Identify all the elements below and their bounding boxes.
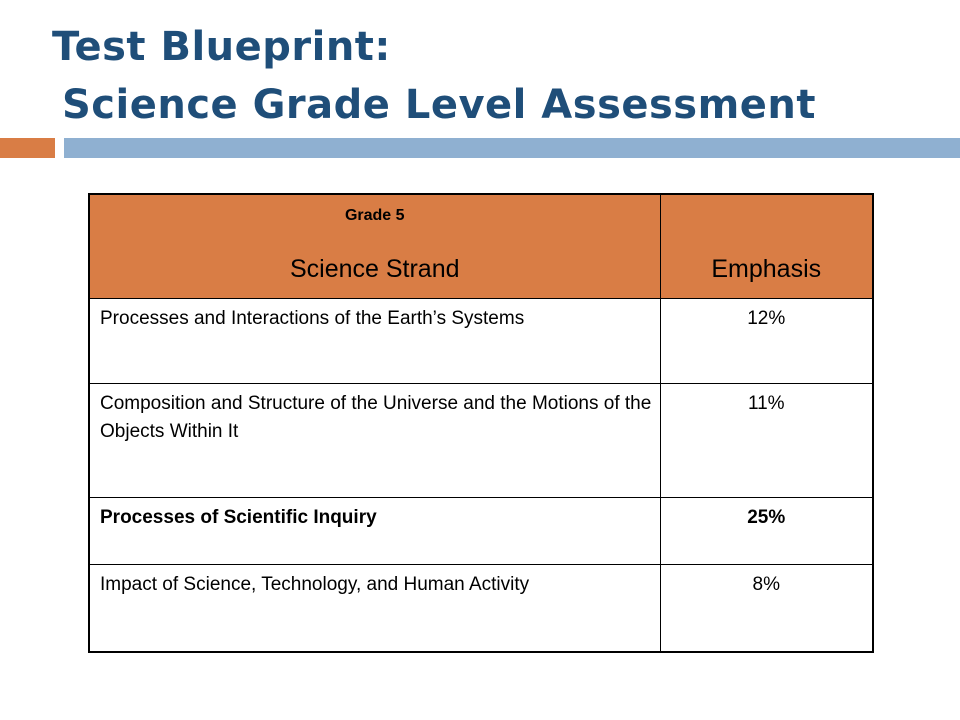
slide-title-line2: Science Grade Level Assessment — [62, 82, 817, 128]
emphasis-cell: 25% — [660, 498, 873, 565]
emphasis-cell: 12% — [660, 299, 873, 384]
blueprint-table — [88, 193, 874, 653]
table-header-row — [89, 194, 873, 299]
strand-cell: Processes of Scientific Inquiry — [89, 498, 660, 565]
table-row — [89, 498, 873, 565]
table-row — [89, 565, 873, 653]
emphasis-header: Emphasis — [711, 255, 822, 283]
slide-title-line1: Test Blueprint: — [52, 24, 391, 70]
strand-cell: Processes and Interactions of the Earth’s Systems — [89, 299, 660, 384]
grade-label: Grade 5 — [344, 207, 405, 224]
accent-bar-orange — [0, 138, 55, 158]
strand-cell: Impact of Science, Technology, and Human Activity — [89, 565, 660, 653]
slide-title — [52, 18, 816, 134]
science-strand-header: Science Strand — [289, 255, 460, 283]
accent-bar-blue — [64, 138, 960, 158]
header-emphasis-cell — [660, 194, 873, 299]
header-strand-cell — [89, 194, 660, 299]
table-row — [89, 299, 873, 384]
emphasis-cell: 8% — [660, 565, 873, 653]
table-row — [89, 384, 873, 498]
emphasis-cell: 11% — [660, 384, 873, 498]
strand-cell: Composition and Structure of the Universe and the Motions of the Objects Within It — [89, 384, 660, 498]
